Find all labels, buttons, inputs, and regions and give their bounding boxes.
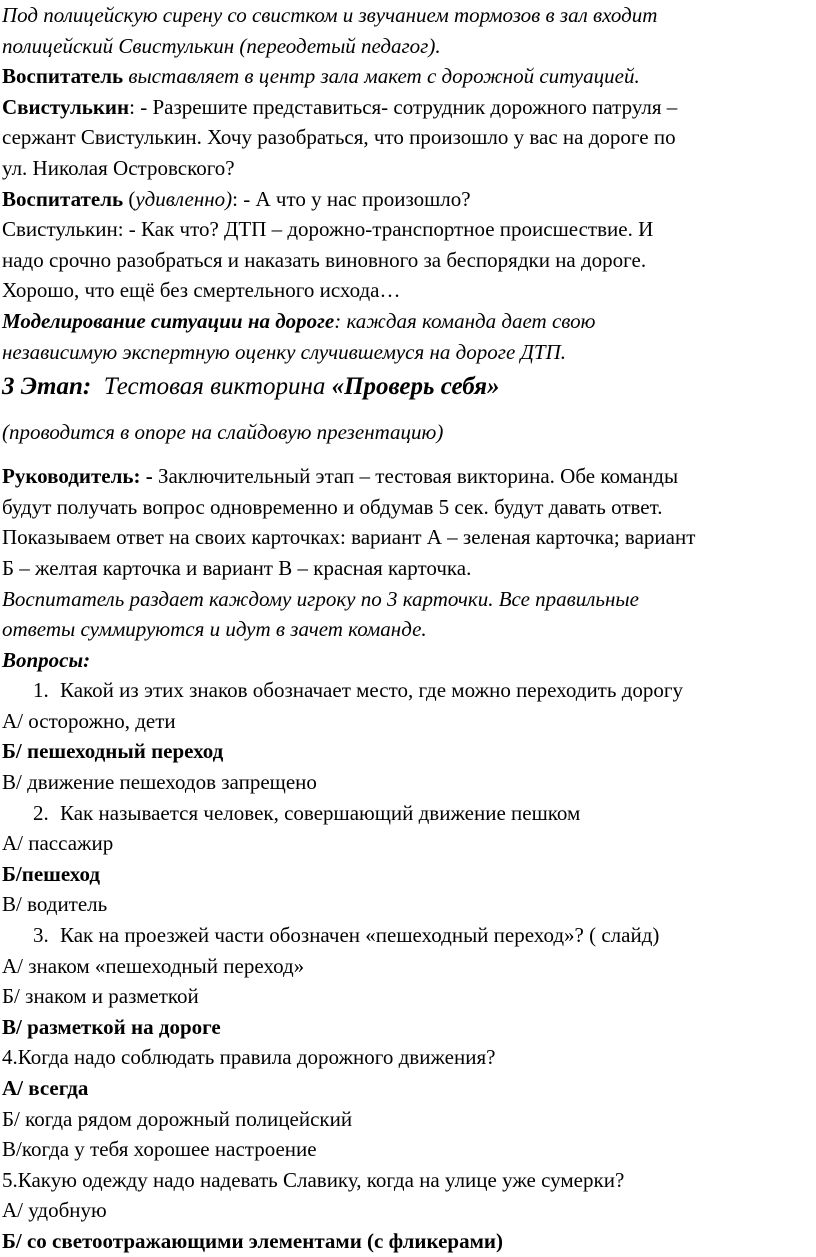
teacher-reply-text: : - А что у нас произошло? — [232, 186, 471, 211]
stage-title: Тестовая викторина — [103, 373, 326, 401]
questions-heading: Вопросы: — [2, 647, 91, 672]
q3-answer-c-correct: В/ разметкой на дороге — [2, 1014, 221, 1039]
question-number: 3. — [33, 923, 49, 948]
question-text: Какой из этих знаков обозначает место, где можно переходить дорогу — [60, 678, 683, 703]
q2-answer-a: А/ пассажир — [2, 831, 114, 856]
q4-answer-a-correct: А/ всегда — [2, 1076, 89, 1100]
stage-label: 3 Этап: — [2, 373, 92, 401]
leader-line-1-text: Заключительный этап – тестовая викторина. Обе команды — [152, 464, 679, 489]
question-3 — [2, 920, 816, 951]
intro-line-1: Под полицейскую сирену со свистком и звучанием тормозов в зал входит — [2, 3, 658, 27]
stage-quote: «Проверь себя» — [331, 373, 500, 401]
q3-answer-a: А/ знаком «пешеходный переход» — [2, 953, 305, 978]
question-2 — [2, 798, 816, 829]
stage-note: (проводится в опоре на слайдовую презентацию) — [2, 420, 444, 445]
svist-line-1 — [2, 92, 816, 123]
svist2-line-1: Свистулькин: - Как что? ДТП – дорожно-транспортное происшествие. И — [2, 217, 654, 242]
modeling-line-1-text: : каждая команда дает свою — [334, 308, 596, 333]
svist2-line-2: надо срочно разобраться и наказать виновного за беспорядки на дороге. — [2, 247, 647, 272]
svist-line-3: ул. Николая Островского? — [2, 155, 235, 180]
q4-answer-c: В/когда у тебя хорошее настроение — [2, 1137, 317, 1162]
stage-heading — [2, 369, 816, 405]
q2-answer-b-correct: Б/пешеход — [2, 861, 100, 886]
modeling-label: Моделирование ситуации на дороге — [2, 308, 335, 333]
q1-answer-a: А/ осторожно, дети — [2, 708, 176, 733]
distribution-line-1: Воспитатель раздает каждому игроку по 3 карточки. Все правильные — [2, 586, 639, 611]
question-1 — [2, 675, 816, 706]
teacher-action — [2, 61, 816, 92]
question-4: 4.Когда надо соблюдать правила дорожного движения? — [2, 1045, 496, 1070]
q1-answer-b-correct: Б/ пешеходный переход — [2, 739, 224, 764]
question-number: 1. — [33, 678, 49, 703]
q5-answer-b-correct: Б/ со светоотражающими элементами (с фликерами) — [2, 1228, 503, 1253]
teacher-reply — [2, 184, 816, 215]
question-5: 5.Какую одежду надо надевать Славику, когда на улице уже сумерки? — [2, 1167, 625, 1192]
q1-answer-c: В/ движение пешеходов запрещено — [2, 770, 317, 795]
teacher-reply-open: ( — [123, 186, 136, 211]
q5-answer-a: А/ удобную — [2, 1198, 107, 1223]
question-number: 2. — [33, 800, 49, 825]
leader-line-4: Б – желтая карточка и вариант В – красная карточка. — [2, 555, 472, 580]
distribution-line-2: ответы суммируются и идут в зачет команде. — [2, 617, 427, 642]
speaker-label: Воспитатель — [2, 186, 124, 211]
teacher-reply-remark: удивленно) — [135, 186, 233, 211]
teacher-action-text: выставляет в центр зала макет с дорожной ситуацией. — [123, 64, 640, 89]
leader-label: Руководитель: - — [2, 464, 153, 489]
svist-line-2: сержант Свистулькин. Хочу разобраться, что произошло у вас на дороге по — [2, 125, 676, 150]
q4-answer-b: Б/ когда рядом дорожный полицейский — [2, 1106, 353, 1131]
leader-line-2: будут получать вопрос одновременно и обдумав 5 сек. будут давать ответ. — [2, 494, 663, 519]
leader-line-3: Показываем ответ на своих карточках: вариант А – зеленая карточка; вариант — [2, 525, 696, 550]
speaker-label: Свистулькин — [2, 94, 130, 119]
question-text: Как на проезжей части обозначен «пешеходный переход»? ( слайд) — [60, 923, 660, 948]
modeling-line-1 — [2, 306, 816, 337]
speaker-label: Воспитатель — [2, 64, 124, 89]
svist2-line-3: Хорошо, что ещё без смертельного исхода… — [2, 278, 401, 303]
question-text: Как называется человек, совершающий движение пешком — [60, 800, 581, 825]
intro-line-2: полицейский Свистулькин (переодетый педагог). — [2, 33, 441, 58]
q2-answer-c: В/ водитель — [2, 892, 108, 917]
leader-line-1 — [2, 461, 816, 492]
svist-line-1-text: : - Разрешите представиться- сотрудник дорожного патруля – — [129, 94, 678, 119]
modeling-line-2: независимую экспертную оценку случившемуся на дороге ДТП. — [2, 339, 567, 364]
q3-answer-b: Б/ знаком и разметкой — [2, 984, 199, 1009]
